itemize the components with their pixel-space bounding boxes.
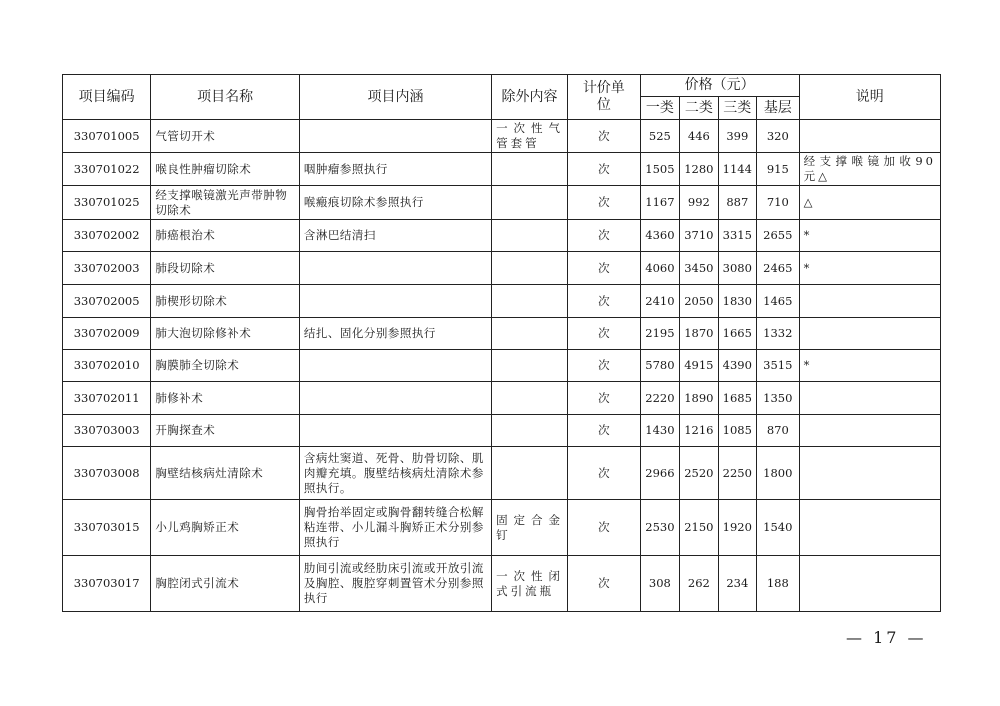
cell-price-tier2: 4915 bbox=[680, 350, 718, 382]
table-row bbox=[63, 285, 941, 318]
table-row bbox=[63, 382, 941, 415]
cell-unit: 次 bbox=[567, 382, 640, 415]
cell-price-tier2: 1216 bbox=[680, 415, 718, 447]
table-body bbox=[63, 120, 941, 612]
header-unit: 计价单位 bbox=[567, 75, 640, 120]
cell-price-base: 710 bbox=[757, 186, 800, 220]
cell-except bbox=[492, 285, 568, 318]
table-row bbox=[63, 447, 941, 500]
cell-note: * bbox=[799, 220, 940, 252]
table-header bbox=[63, 75, 941, 120]
cell-content bbox=[299, 382, 491, 415]
header-name: 项目名称 bbox=[151, 75, 300, 120]
cell-price-tier1: 308 bbox=[640, 556, 679, 612]
cell-note bbox=[799, 415, 940, 447]
cell-code: 330701022 bbox=[63, 153, 151, 186]
cell-except: 一次性闭式引流瓶 bbox=[492, 556, 568, 612]
cell-except: 固定合金钉 bbox=[492, 500, 568, 556]
cell-price-tier3: 1830 bbox=[718, 285, 756, 318]
cell-price-base: 1540 bbox=[757, 500, 800, 556]
cell-price-tier3: 1144 bbox=[718, 153, 756, 186]
header-content: 项目内涵 bbox=[299, 75, 491, 120]
cell-except bbox=[492, 382, 568, 415]
cell-except bbox=[492, 186, 568, 220]
cell-name: 胸壁结核病灶清除术 bbox=[151, 447, 300, 500]
cell-price-tier3: 887 bbox=[718, 186, 756, 220]
cell-price-tier1: 1167 bbox=[640, 186, 679, 220]
header-note: 说明 bbox=[799, 75, 940, 120]
cell-price-tier1: 2220 bbox=[640, 382, 679, 415]
cell-note: △ bbox=[799, 186, 940, 220]
cell-code: 330703008 bbox=[63, 447, 151, 500]
table-row bbox=[63, 350, 941, 382]
cell-price-tier2: 3710 bbox=[680, 220, 718, 252]
cell-name: 喉良性肿瘤切除术 bbox=[151, 153, 300, 186]
cell-unit: 次 bbox=[567, 500, 640, 556]
table-row bbox=[63, 220, 941, 252]
cell-unit: 次 bbox=[567, 285, 640, 318]
cell-price-tier2: 1890 bbox=[680, 382, 718, 415]
table-row bbox=[63, 153, 941, 186]
cell-price-base: 2655 bbox=[757, 220, 800, 252]
cell-content bbox=[299, 285, 491, 318]
cell-content bbox=[299, 415, 491, 447]
cell-content bbox=[299, 350, 491, 382]
cell-price-tier2: 2050 bbox=[680, 285, 718, 318]
cell-name: 肺大泡切除修补术 bbox=[151, 318, 300, 350]
cell-price-tier2: 2150 bbox=[680, 500, 718, 556]
cell-content: 含病灶窦道、死骨、肋骨切除、肌肉瓣充填。腹壁结核病灶清除术参照执行。 bbox=[299, 447, 491, 500]
header-price: 价格（元） bbox=[640, 75, 799, 97]
cell-price-base: 915 bbox=[757, 153, 800, 186]
cell-unit: 次 bbox=[567, 447, 640, 500]
cell-name: 小儿鸡胸矫正术 bbox=[151, 500, 300, 556]
cell-price-tier2: 446 bbox=[680, 120, 718, 153]
cell-except bbox=[492, 447, 568, 500]
cell-price-tier1: 2966 bbox=[640, 447, 679, 500]
cell-note bbox=[799, 318, 940, 350]
cell-price-base: 320 bbox=[757, 120, 800, 153]
cell-code: 330702003 bbox=[63, 252, 151, 285]
table-row bbox=[63, 500, 941, 556]
cell-price-base: 1800 bbox=[757, 447, 800, 500]
cell-note: * bbox=[799, 252, 940, 285]
cell-price-tier2: 2520 bbox=[680, 447, 718, 500]
cell-content: 喉瘢痕切除术参照执行 bbox=[299, 186, 491, 220]
cell-code: 330701025 bbox=[63, 186, 151, 220]
cell-except bbox=[492, 252, 568, 285]
cell-price-tier1: 2410 bbox=[640, 285, 679, 318]
cell-price-tier2: 3450 bbox=[680, 252, 718, 285]
cell-price-tier1: 2530 bbox=[640, 500, 679, 556]
cell-except bbox=[492, 350, 568, 382]
cell-name: 肺修补术 bbox=[151, 382, 300, 415]
cell-price-tier3: 2250 bbox=[718, 447, 756, 500]
cell-price-tier1: 525 bbox=[640, 120, 679, 153]
table-row bbox=[63, 415, 941, 447]
header-except: 除外内容 bbox=[492, 75, 568, 120]
cell-name: 胸膜肺全切除术 bbox=[151, 350, 300, 382]
cell-price-tier1: 1505 bbox=[640, 153, 679, 186]
cell-price-base: 1350 bbox=[757, 382, 800, 415]
cell-note bbox=[799, 382, 940, 415]
cell-price-base: 1465 bbox=[757, 285, 800, 318]
cell-price-base: 1332 bbox=[757, 318, 800, 350]
cell-name: 气管切开术 bbox=[151, 120, 300, 153]
cell-price-tier3: 3080 bbox=[718, 252, 756, 285]
cell-unit: 次 bbox=[567, 153, 640, 186]
cell-content: 含淋巴结清扫 bbox=[299, 220, 491, 252]
cell-price-tier1: 2195 bbox=[640, 318, 679, 350]
cell-price-tier1: 5780 bbox=[640, 350, 679, 382]
cell-code: 330703017 bbox=[63, 556, 151, 612]
cell-unit: 次 bbox=[567, 186, 640, 220]
price-table bbox=[62, 74, 941, 612]
table-row bbox=[63, 120, 941, 153]
cell-name: 肺楔形切除术 bbox=[151, 285, 300, 318]
cell-content: 肋间引流或经肋床引流或开放引流及胸腔、腹腔穿刺置管术分别参照执行 bbox=[299, 556, 491, 612]
cell-unit: 次 bbox=[567, 220, 640, 252]
cell-code: 330702009 bbox=[63, 318, 151, 350]
cell-note bbox=[799, 120, 940, 153]
cell-price-base: 870 bbox=[757, 415, 800, 447]
cell-unit: 次 bbox=[567, 252, 640, 285]
cell-note: 经支撑喉镜加收90元△ bbox=[799, 153, 940, 186]
cell-except bbox=[492, 318, 568, 350]
cell-price-tier3: 3315 bbox=[718, 220, 756, 252]
header-tier3: 三类 bbox=[718, 97, 756, 120]
cell-content: 结扎、固化分别参照执行 bbox=[299, 318, 491, 350]
cell-content bbox=[299, 252, 491, 285]
cell-unit: 次 bbox=[567, 318, 640, 350]
cell-code: 330703015 bbox=[63, 500, 151, 556]
table-row bbox=[63, 186, 941, 220]
cell-name: 胸腔闭式引流术 bbox=[151, 556, 300, 612]
cell-price-tier3: 1085 bbox=[718, 415, 756, 447]
cell-price-tier1: 4060 bbox=[640, 252, 679, 285]
cell-name: 肺癌根治术 bbox=[151, 220, 300, 252]
cell-code: 330702002 bbox=[63, 220, 151, 252]
cell-note bbox=[799, 285, 940, 318]
cell-price-tier3: 399 bbox=[718, 120, 756, 153]
cell-price-tier2: 1870 bbox=[680, 318, 718, 350]
cell-price-tier2: 1280 bbox=[680, 153, 718, 186]
cell-note bbox=[799, 556, 940, 612]
cell-note bbox=[799, 500, 940, 556]
cell-note bbox=[799, 447, 940, 500]
cell-name: 肺段切除术 bbox=[151, 252, 300, 285]
cell-price-tier3: 1685 bbox=[718, 382, 756, 415]
table-row bbox=[63, 318, 941, 350]
header-tier2: 二类 bbox=[680, 97, 718, 120]
cell-except bbox=[492, 220, 568, 252]
cell-content: 咽肿瘤参照执行 bbox=[299, 153, 491, 186]
cell-price-tier2: 262 bbox=[680, 556, 718, 612]
cell-content bbox=[299, 120, 491, 153]
cell-price-tier3: 1665 bbox=[718, 318, 756, 350]
cell-content: 胸骨抬举固定或胸骨翻转缝合松解粘连带、小儿漏斗胸矫正术分别参照执行 bbox=[299, 500, 491, 556]
table-row bbox=[63, 252, 941, 285]
cell-code: 330702011 bbox=[63, 382, 151, 415]
cell-unit: 次 bbox=[567, 556, 640, 612]
cell-unit: 次 bbox=[567, 415, 640, 447]
cell-except bbox=[492, 415, 568, 447]
header-base: 基层 bbox=[757, 97, 800, 120]
cell-unit: 次 bbox=[567, 120, 640, 153]
cell-except: 一次性气管套管 bbox=[492, 120, 568, 153]
header-code: 项目编码 bbox=[63, 75, 151, 120]
cell-price-base: 2465 bbox=[757, 252, 800, 285]
cell-code: 330702005 bbox=[63, 285, 151, 318]
cell-price-tier2: 992 bbox=[680, 186, 718, 220]
cell-except bbox=[492, 153, 568, 186]
cell-note: * bbox=[799, 350, 940, 382]
header-tier1: 一类 bbox=[640, 97, 679, 120]
cell-code: 330702010 bbox=[63, 350, 151, 382]
cell-name: 经支撑喉镜激光声带肿物切除术 bbox=[151, 186, 300, 220]
cell-code: 330703003 bbox=[63, 415, 151, 447]
cell-price-base: 3515 bbox=[757, 350, 800, 382]
cell-price-tier1: 4360 bbox=[640, 220, 679, 252]
table-row bbox=[63, 556, 941, 612]
cell-price-tier3: 4390 bbox=[718, 350, 756, 382]
cell-price-tier3: 234 bbox=[718, 556, 756, 612]
cell-unit: 次 bbox=[567, 350, 640, 382]
cell-price-base: 188 bbox=[757, 556, 800, 612]
cell-price-tier1: 1430 bbox=[640, 415, 679, 447]
cell-name: 开胸探查术 bbox=[151, 415, 300, 447]
page-number: — 17 — bbox=[846, 628, 927, 647]
cell-code: 330701005 bbox=[63, 120, 151, 153]
cell-price-tier3: 1920 bbox=[718, 500, 756, 556]
